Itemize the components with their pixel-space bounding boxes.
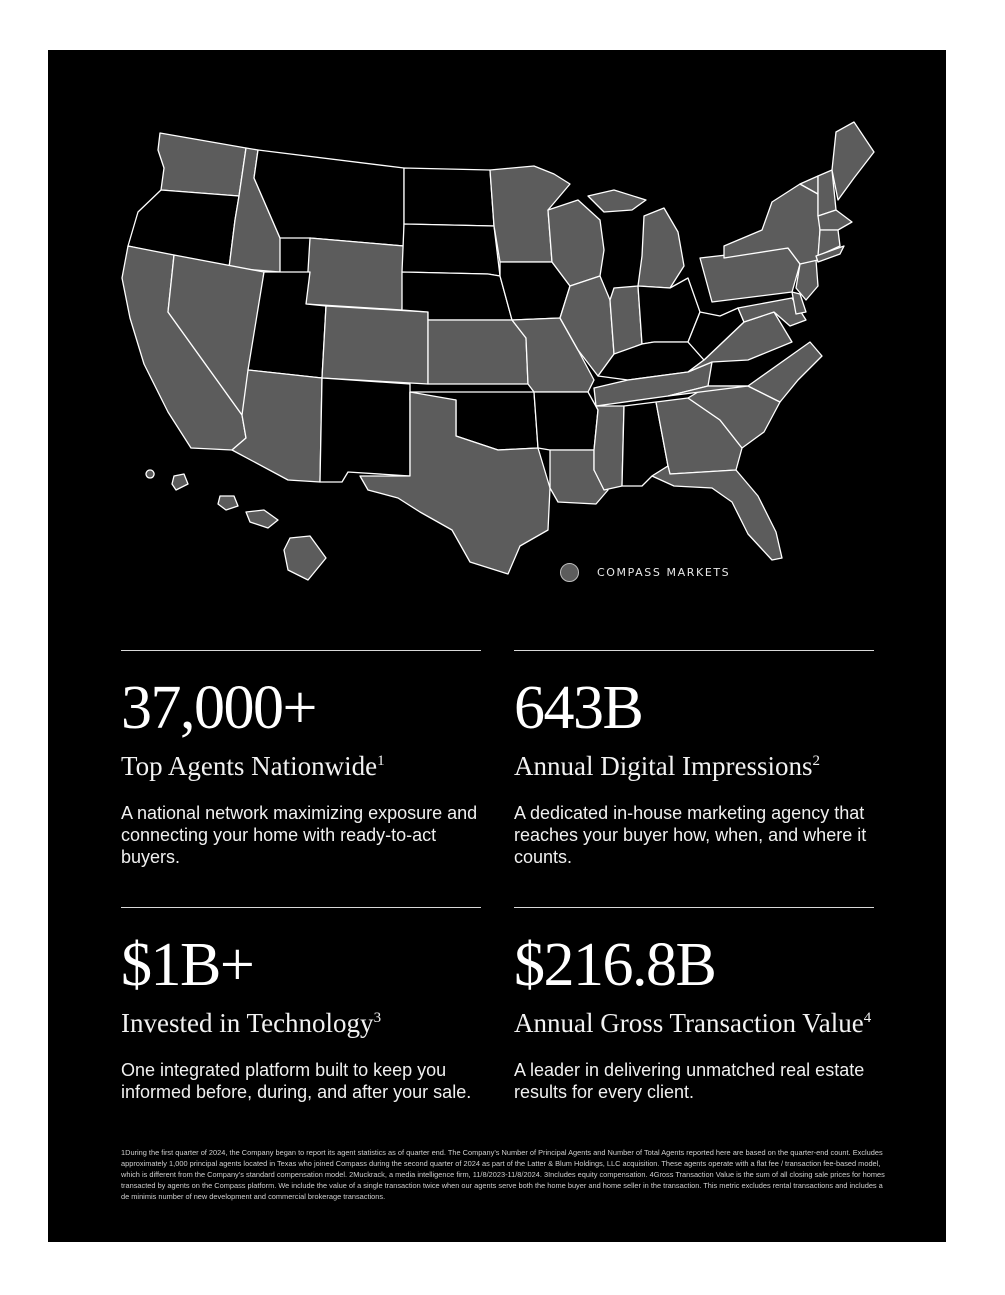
footnote-ref: 3 <box>373 1010 382 1026</box>
market-legend-dot <box>560 563 579 582</box>
footnote-text: 1During the first quarter of 2024, the Company began to report its agent statistics as of quarter end. The Company’s Number of Principal Agents and Number of Total Agents reported here are based on the quarter-end count. Excludes approximately 1,000 principal agents located in Texas who joined Compass during the second quarter of 2024 as part of the Latter & Blum Holdings, LLC acquisition. These agents operate with a flat fee / transaction fee-based model, which is different from the Company’s standard compensation model. 2Muckrack, a media intelligence firm, 11/8/2023-11/8/2024. 3Includes equity compensation. 4Gross Transaction Value is the sum of all closing sale prices for homes transacted by agents on the Compass platform. We include the value of a single transaction twice when our agents serve both the home buyer and home seller in the transaction. This metric excludes rental transactions and includes a de minimis number of new development and commercial brokerage transactions. <box>121 1148 885 1201</box>
stat-technology <box>121 907 481 1103</box>
state-pennsylvania <box>700 248 800 302</box>
map-legend <box>560 563 730 582</box>
stat-value: $1B+ <box>121 931 254 999</box>
stat-description: A leader in delivering unmatched real estate results for every client. <box>514 1060 865 1102</box>
hawaii-island-2 <box>172 474 188 490</box>
state-kansas <box>428 320 528 384</box>
stat-description: A dedicated in-house marketing agency that reaches your buyer how, when, and where it counts. <box>514 803 867 867</box>
black-panel <box>48 50 946 1242</box>
state-michigan-upper <box>588 190 646 212</box>
hawaii-island-4 <box>246 510 278 528</box>
us-map <box>48 50 946 650</box>
stat-agents <box>121 650 481 868</box>
divider <box>514 650 874 651</box>
divider <box>121 650 481 651</box>
footnote-ref: 2 <box>812 753 820 769</box>
stat-transaction-value <box>514 907 874 1103</box>
state-north-dakota <box>404 168 494 226</box>
stat-label: Annual Gross Transaction Value$^4$ <box>514 1008 872 1038</box>
state-wyoming <box>306 238 404 310</box>
state-south-dakota <box>402 224 500 276</box>
hawaii-island-1 <box>146 470 154 478</box>
state-arkansas <box>534 392 598 450</box>
state-washington <box>158 133 246 196</box>
state-colorado <box>322 306 428 384</box>
stat-label: Invested in Technology$^3$ <box>121 1008 382 1038</box>
hawaii-island-5 <box>284 536 326 580</box>
state-maine <box>832 122 874 200</box>
footnote-ref: 4 <box>863 1010 872 1026</box>
stat-value: 37,000+ <box>121 674 316 742</box>
hawaii-island-3 <box>218 496 238 510</box>
stat-label: Annual Digital Impressions$^2$ <box>514 751 820 781</box>
legend-label: COMPASS MARKETS <box>597 566 731 579</box>
state-florida <box>652 466 782 560</box>
state-indiana <box>610 286 642 354</box>
stat-description: One integrated platform built to keep you informed before, during, and after your sale. <box>121 1060 472 1102</box>
stat-value: 643B <box>514 674 643 742</box>
stat-impressions <box>514 650 874 868</box>
stat-value: $216.8B <box>514 931 716 999</box>
state-mississippi <box>594 406 624 490</box>
state-arizona <box>232 370 322 482</box>
state-michigan <box>638 208 684 288</box>
stat-description: A national network maximizing exposure and connecting your home with ready-to-act buyers. <box>121 803 478 867</box>
divider <box>514 907 874 908</box>
us-map-graphic <box>48 50 946 650</box>
footnote-ref: 1 <box>377 753 385 769</box>
state-new-mexico <box>320 378 410 482</box>
divider <box>121 907 481 908</box>
stat-label: Top Agents Nationwide$^1$ <box>121 751 385 781</box>
